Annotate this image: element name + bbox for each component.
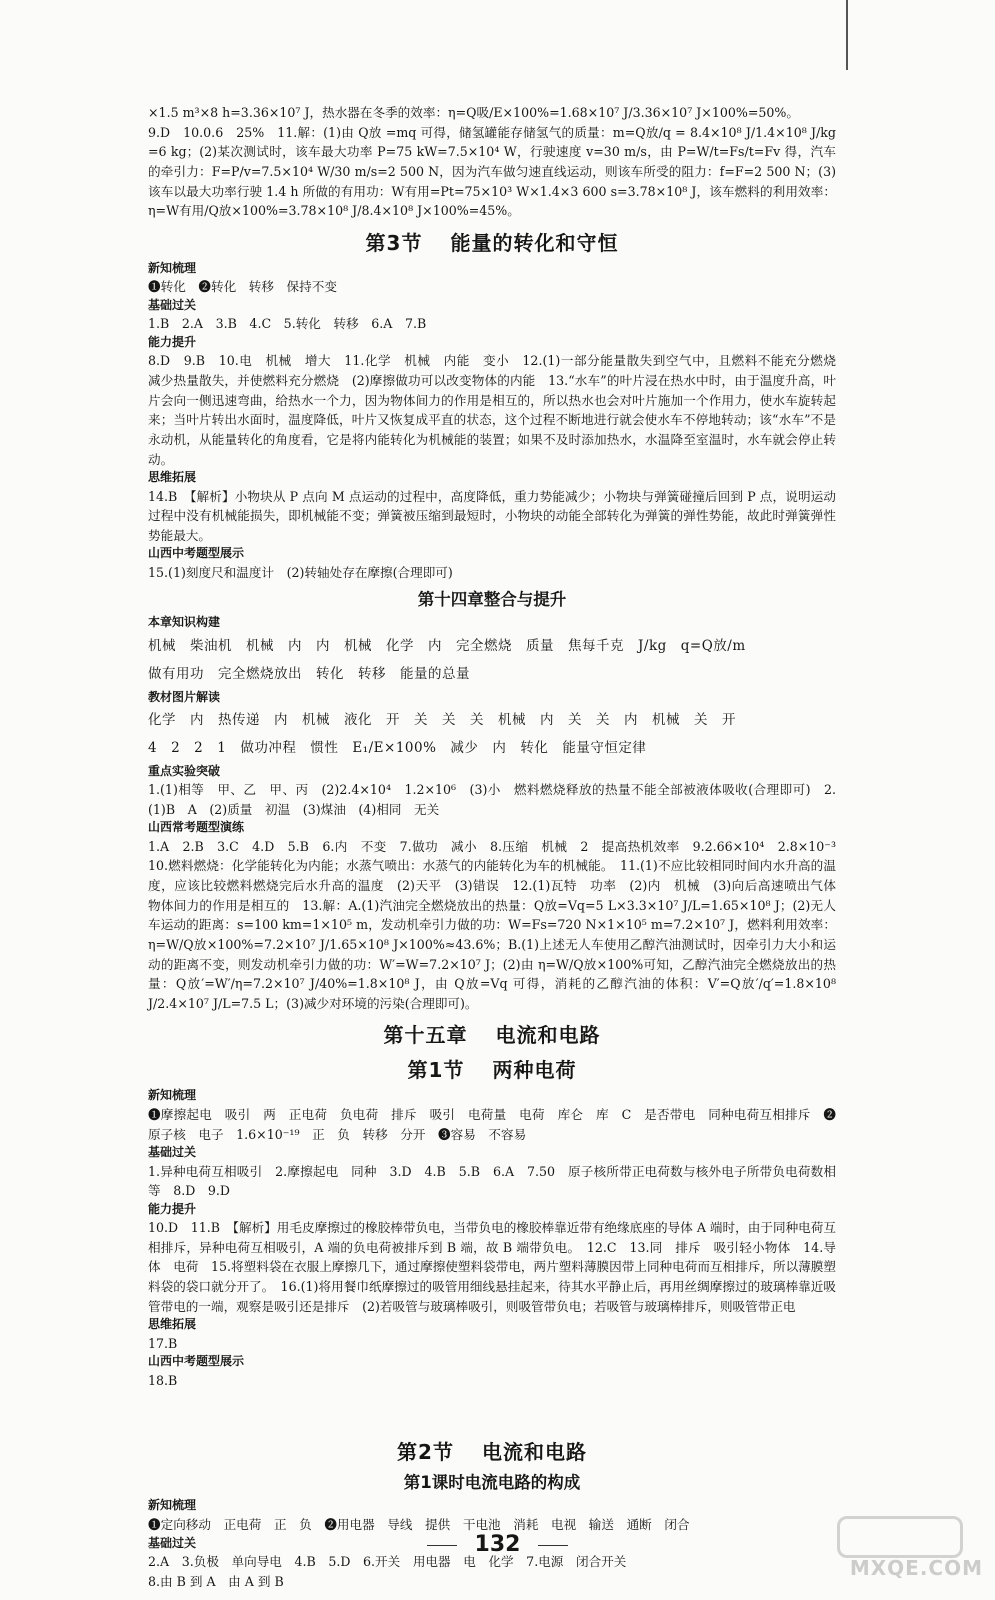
watermark-logo [837, 1516, 963, 1558]
answer-paragraph: ×1.5 m³×8 h=3.36×10⁷ J，热水器在冬季的效率：η=Q吸/E×100%=1.68×10⁷ J/3.36×10⁷ J×100%=50%。 [148, 105, 799, 120]
heading-part: 电流和电路 [481, 1440, 587, 1465]
sub-heading [148, 1469, 836, 1493]
section-label: 新知梳理 [148, 260, 197, 275]
section-label: 本章知识构建 [148, 615, 221, 630]
section-heading [148, 1054, 836, 1083]
section-label: 思维拓展 [148, 1317, 197, 1332]
answer-paragraph: 18.B [148, 1372, 178, 1388]
answer-paragraph: 8.D 9.B 10.电 机械 增大 11.化学 机械 内能 变小 12.(1)一部分能量散失到空气中，且燃料不能充分燃烧 减少热量散失，并使燃料充分燃烧 (2)摩擦做功可以改变物体的内能 13.“水车”的叶片浸在热水中时，由于温度升高，叶片会向一侧迅速弯曲，给热水一个力，因为物体间力的作用是相互的，所以热水也会对叶片施加一个作用力，使水车旋转起来；当叶片转出水面时，温度降低，叶片又恢复成平直的状态，这个过程不断地进行就会使水车不停地转动；该“水车”不是永动机，从能量转化的角度看，它是将内能转化为机械能的装置；如果不及时添加热水，水温降至室温时，水车就会停止转动。 [148, 353, 849, 467]
section-label: 基础过关 [148, 1535, 197, 1550]
page-number: 132 [474, 1532, 521, 1557]
answer-paragraph: 2.A 3.负极 单向导电 4.B 5.D 6.开关 用电器 电 化学 7.电源 闭合开关 [148, 1553, 627, 1569]
answer-paragraph: ❶摩擦起电 吸引 两 正电荷 负电荷 排斥 吸引 电荷量 电荷 库仑 库 C 是否带电 同种电荷互相排斥 ❷原子核 电子 1.6×10⁻¹⁹ 正 负 转移 分开 ❸容易 不容易 [148, 1106, 836, 1142]
section-label: 教材图片解读 [148, 689, 221, 704]
heading-part: 电流 [464, 1473, 498, 1493]
watermark [813, 1516, 983, 1580]
heading-part: 电路的构成 [497, 1473, 581, 1493]
answer-paragraph: 8.由 B 到 A 由 A 到 B [148, 1573, 284, 1589]
section-heading [148, 1019, 836, 1048]
knowledge-row: 4 2 2 1 做功冲程 惯性 E₁/E×100% 减少 内 转化 能量守恒定律 [148, 740, 647, 757]
answer-paragraph: 1.(1)相等 甲、乙 甲、丙 (2)2.4×10⁴ 1.2×10⁶ (3)小 燃料燃烧释放的热量不能全部被液体吸收(合理即可) 2.(1)B A (2)质量 初温 (3)煤油 (4)相同 无关 [148, 782, 836, 817]
answer-paragraph: 15.(1)刻度尺和温度计 (2)转轴处存在摩擦(合理即可) [148, 564, 453, 580]
heading-part: 第1课时 [403, 1473, 465, 1493]
answer-paragraph: 9.D 10.0.6 25% 11.解：(1)由 Q放 =mq 可得，储氢罐能存储氢气的质量：m=Q放/q = 8.4×10⁸ J/1.4×10⁸ J/kg =6 kg；(2)某次测试时，该车最大功率 P=75 kW=7.5×10⁴ W，行驶速度 v=30 m/s，由 P=W/t=Fs/t=Fv 得，汽车的牵引力：F=P/v=7.5×10⁴ W/30 m/s=2 500 N，因为汽车做匀速直线运动，则该车所受的阻力：f=F=2 500 N；(3)该车以最大功率行驶 1.4 h 所做的有用功：W有用=Pt=75×10³ W×1.4×3 600 s=3.78×10⁸ J，该车燃料的利用效率：η=W有用/Q放×100%=3.78×10⁸ J/8.4×10⁸ J×100%=45%。 [148, 124, 836, 219]
heading-part: 第2节 [397, 1440, 454, 1465]
section-label: 基础过关 [148, 1145, 197, 1160]
section-label: 山西常考题型演练 [148, 820, 245, 835]
heading-part: 第十五章 [383, 1023, 468, 1048]
answer-paragraph: 17.B [148, 1335, 178, 1351]
answer-paragraph: 1.A 2.B 3.C 4.D 5.B 6.内 不变 7.做功 减小 8.压缩 机械 2 提高热机效率 9.2.66×10⁴ 2.8×10⁻³ 10.燃料燃烧：化学能转化为内能；水蒸气喷出：水蒸气的内能转化为车的机械能。 11.(1)不应比较相同时间内水升高的温度，应该比较燃料燃烧完后水升高的温度 (2)天平 (3)错误 12.(1)瓦特 功率 (2)内 机械 (3)向后高速喷出气体 物体间力的作用是相互的 13.解：A.(1)汽油完全燃烧放出的热量：Q放=Vq=5 L×3.3×10⁷ J/L=1.65×10⁸ J；(2)无人车运动的距离：s=100 km=1×10⁵ m，发动机牵引力做的功：W=Fs=720 N×1×10⁵ m=7.2×10⁷ J，燃料利用效率：η=W/Q放×100%=7.2×10⁷ J/1.65×10⁸ J×100%≈43.6%；B.(1)上述无人车使用乙醇汽油测试时，因牵引力大小和运动的距离不变，则发动机牵引力做的功：W′=W=7.2×10⁷ J；(2)由 η=W/Q放×100%可知，乙醇汽油完全燃烧放出的热量：Q放′=W′/η=7.2×10⁷ J/40%=1.8×10⁸ J，由 Q放=Vq 可得，消耗的乙醇汽油的体积：V′=Q放′/q′=1.8×10⁸ J/2.4×10⁷ J/L=7.5 L；(3)减少对环境的污染(合理即可)。 [148, 838, 849, 1011]
section-heading [148, 1436, 836, 1465]
sub-heading: 第十四章整合与提升 [417, 590, 567, 610]
gap [148, 1390, 836, 1430]
heading-part: 电流和电路 [495, 1023, 601, 1048]
knowledge-row: 做有用功 完全燃烧放出 转化 转移 能量的总量 [148, 666, 470, 683]
section-label: 山西中考题型展示 [148, 1354, 245, 1369]
heading-part: 第3节 [365, 230, 423, 255]
section-label: 山西中考题型展示 [148, 546, 245, 561]
answer-paragraph: 14.B 【解析】小物块从 P 点向 M 点运动的过程中，高度降低，重力势能减少；小物块与弹簧碰撞后回到 P 点，说明运动过程中没有机械能损失，即机械能不变；弹簧被压缩到最短时，小物块的动能全部转化为弹簧的弹性势能，故此时弹簧弹性势能最大。 [148, 488, 836, 543]
knowledge-row: 机械 柴油机 机械 内 内 机械 化学 内 完全燃烧 质量 焦每千克 J/kg q=Q放/m [148, 637, 746, 654]
heading-part: 第1节 [407, 1058, 465, 1083]
section-label: 新知梳理 [148, 1498, 197, 1513]
answer-paragraph: 1.异种电荷互相吸引 2.摩擦起电 同种 3.D 4.B 5.B 6.A 7.50 原子核所带正电荷数与核外电子所带负电荷数相等 8.D 9.D [148, 1163, 836, 1199]
heading-part: 两种电荷 [492, 1058, 577, 1083]
answer-paragraph: ❶转化 ❷转化 转移 保持不变 [148, 279, 337, 295]
section-label: 重点实验突破 [148, 763, 221, 778]
answer-paragraph: ❶定向移动 正电荷 正 负 ❷用电器 导线 提供 干电池 消耗 电视 输送 通断 闭合 [148, 1516, 690, 1532]
margin-rule [846, 0, 848, 70]
knowledge-row: 化学 内 热传递 内 机械 液化 开 关 关 关 机械 内 关 关 内 机械 关 开 [148, 711, 736, 728]
section-label: 思维拓展 [148, 470, 197, 485]
section-label: 能力提升 [148, 334, 197, 349]
section-label: 能力提升 [148, 1201, 197, 1216]
folio-dash-left [427, 1545, 457, 1546]
folio-dash-right [538, 1545, 568, 1546]
answer-paragraph: 1.B 2.A 3.B 4.C 5.转化 转移 6.A 7.B [148, 316, 427, 332]
section-label: 新知梳理 [148, 1088, 197, 1103]
section-heading [148, 227, 836, 256]
section-label: 基础过关 [148, 297, 197, 312]
watermark-text: MXQE.COM [849, 1556, 983, 1580]
answer-page [148, 103, 849, 1591]
heading-part: 能量的转化和守恒 [450, 230, 619, 255]
answer-paragraph: 10.D 11.B 【解析】用毛皮摩擦过的橡胶棒带负电，当带负电的橡胶棒靠近带有绝缘底座的导体 A 端时，由于同种电荷互相排斥，异种电荷互相吸引，A 端的负电荷被排斥到 B 端，故 B 端带负电。 12.C 13.同 排斥 吸引轻小物体 14.导体 电荷 15.将塑料袋在衣服上摩擦几下，通过摩擦使塑料袋带电，两片塑料薄膜因带上同种电荷而互相排斥，所以薄膜塑料袋的袋口就分开了。 16.(1)将用餐巾纸摩擦过的吸管用细线悬挂起来，待其水平静止后，再用丝绸摩擦过的玻璃棒靠近吸管带电的一端，观察是吸引还是排斥 (2)若吸管与玻璃棒吸引，则吸管带负电；若吸管与玻璃棒排斥，则吸管带正电 [148, 1220, 836, 1314]
